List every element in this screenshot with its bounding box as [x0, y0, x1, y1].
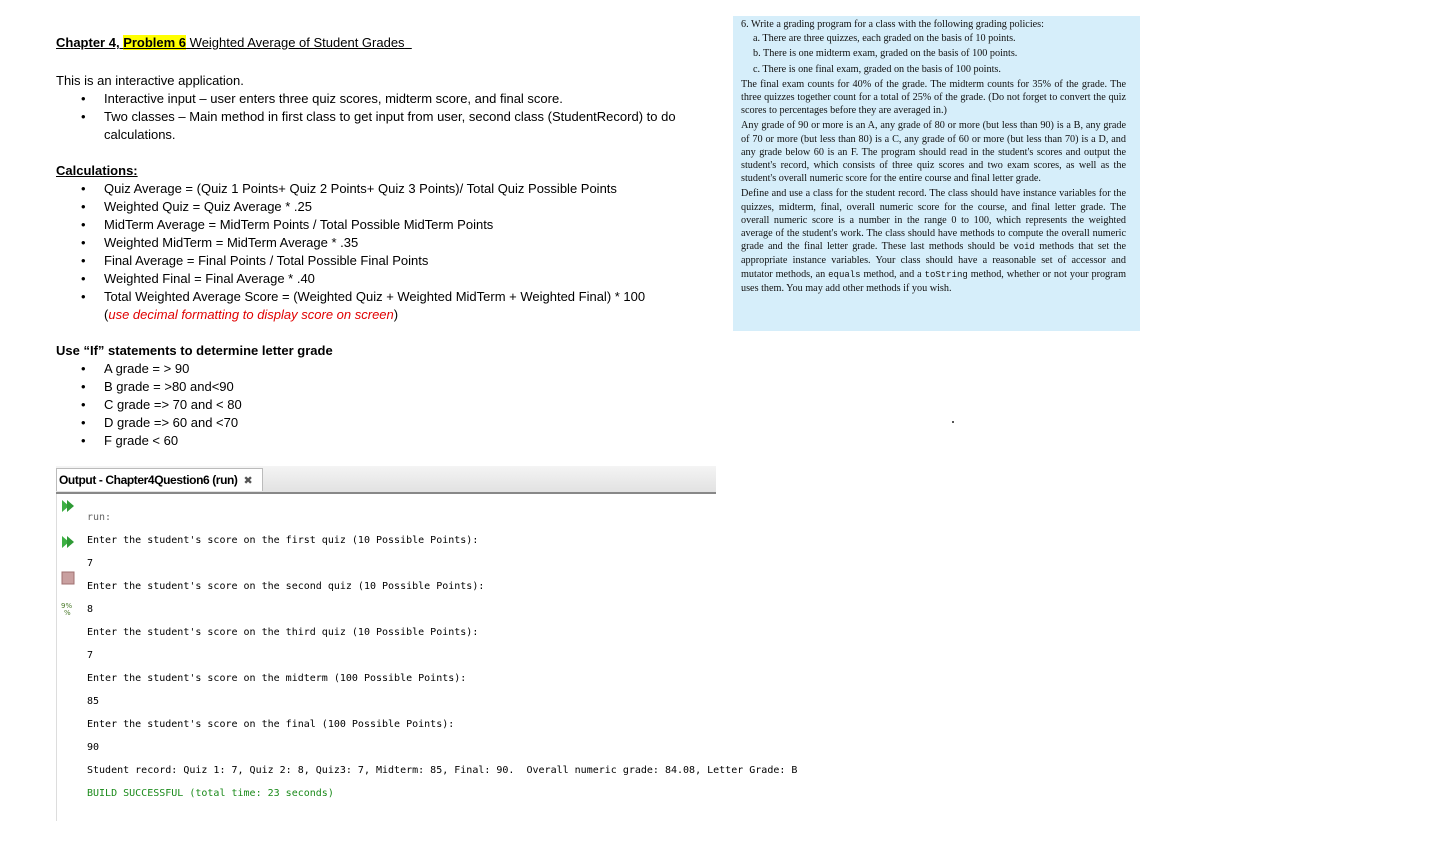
assignment-document: [56, 34, 716, 450]
excerpt-paragraph-grades: Any grade of 90 or more is an A, any grade of 80 or more (but less than 90) is a B, any grade of 70 or more (but less than 80) is a C, any grade of 60 or more (but less than 70) is a D, and any grade below 60 is an F. The program should read in the student's scores and output the student's record, which consists of three quiz scores and two exam scores, as well as the student's overall numeric score for the entire course and final letter grade.: [741, 120, 1126, 185]
console-line: Enter the student's score on the final (100 Possible Points):: [87, 719, 455, 730]
excerpt-policy-list: [753, 32, 1126, 76]
list-item: • A grade = > 90: [104, 360, 716, 378]
excerpt-text: Define and use a class for the student record. The class should have instance variables for the quizzes, midterm, final, overall numeric score for the course, and final letter grade. The overall numeric score is a number in the range 0 to 100, which represents the weighted average of the student's work. The class should have methods to compute the overall numeric grade and the final letter grade. These last methods should be: [741, 188, 1126, 253]
output-toolbar: [57, 494, 79, 821]
title-chapter: Chapter 4,: [56, 35, 124, 50]
excerpt-text: methods that set the appropriate instance variables. Your class should have a reasonable set of accessor and mutator methods, an: [741, 241, 1126, 280]
code-void: void: [1013, 242, 1035, 253]
list-item: a. There are three quizzes, each graded on the basis of 10 points.: [753, 33, 1016, 45]
title-rest: Weighted Average of Student Grades: [186, 35, 405, 50]
list-item: b. There is one midterm exam, graded on the basis of 100 points.: [753, 48, 1018, 60]
console-line: Enter the student's score on the first quiz (10 Possible Points):: [87, 535, 479, 546]
stop-icon[interactable]: [60, 570, 76, 586]
console-line-result: Student record: Quiz 1: 7, Quiz 2: 8, Quiz3: 7, Midterm: 85, Final: 90. Overall numeric grade: 84.08, Letter Grade: B: [87, 765, 798, 776]
svg-text:%: %: [64, 609, 71, 616]
grade-list: [56, 360, 716, 450]
list-item: • Weighted Quiz = Quiz Average * .25: [104, 198, 716, 216]
code-tostring: toString: [924, 269, 968, 280]
rerun-with-params-icon[interactable]: [60, 534, 76, 550]
console-line: 85: [87, 696, 100, 707]
list-item: • MidTerm Average = MidTerm Points / Total Possible MidTerm Points: [104, 216, 716, 234]
stray-dot: [952, 421, 954, 423]
intro-list: [56, 90, 716, 144]
textbook-excerpt: [733, 16, 1140, 331]
svg-text:9%: 9%: [61, 602, 73, 610]
console-line-build-status: BUILD SUCCESSFUL (total time: 23 seconds): [87, 788, 334, 799]
output-console: [56, 494, 798, 821]
console-line: 7: [87, 558, 94, 569]
document-title: [56, 34, 716, 52]
list-item: • D grade => 60 and <70: [104, 414, 716, 432]
console-text: [87, 506, 798, 805]
list-item: • Weighted MidTerm = MidTerm Average * .35: [104, 234, 716, 252]
console-line: 90: [87, 742, 100, 753]
intro-text: This is an interactive application.: [56, 73, 244, 88]
console-line: Enter the student's score on the second quiz (10 Possible Points):: [87, 581, 485, 592]
list-item: • Weighted Final = Final Average * .40: [104, 270, 716, 288]
title-problem-highlight: Problem 6: [123, 35, 187, 50]
excerpt-text: method, and a: [860, 268, 925, 280]
if-statements-heading: Use “If” statements to determine letter grade: [56, 343, 333, 358]
output-tab-bar: [56, 466, 716, 494]
console-line: 7: [87, 650, 94, 661]
formatting-note: use decimal formatting to display score on screen: [108, 307, 394, 322]
console-line: Enter the student's score on the third quiz (10 Possible Points):: [87, 627, 479, 638]
list-item: • Two classes – Main method in first class to get input from user, second class (StudentRecord) to do calculations.: [104, 108, 716, 144]
list-item: • F grade < 60: [104, 432, 716, 450]
statistics-icon[interactable]: [60, 600, 76, 616]
output-window: [56, 466, 798, 821]
list-item-text: Total Weighted Average Score = (Weighted Quiz + Weighted MidTerm + Weighted Final) * 100: [104, 289, 646, 304]
rerun-icon[interactable]: [60, 498, 76, 514]
console-line: Enter the student's score on the midterm (100 Possible Points):: [87, 673, 467, 684]
console-line-run: run:: [87, 512, 112, 523]
output-tab-label: Output - Chapter4Question6 (run): [59, 473, 238, 487]
excerpt-intro: 6. Write a grading program for a class with the following grading policies:: [741, 19, 1044, 30]
console-line: 8: [87, 604, 94, 615]
calculations-heading: Calculations:: [56, 163, 138, 178]
list-item: • Final Average = Final Points / Total Possible Final Points: [104, 252, 716, 270]
calculations-list: [56, 180, 716, 324]
list-item: • B grade = >80 and<90: [104, 378, 716, 396]
code-equals: equals: [828, 269, 861, 280]
list-item: c. There is one final exam, graded on the basis of 100 points.: [753, 63, 1001, 75]
excerpt-text: method, whether or not your program uses them. You may add other methods if you wish.: [741, 268, 1126, 294]
list-item: • Quiz Average = (Quiz 1 Points+ Quiz 2 Points+ Quiz 3 Points)/ Total Quiz Possible Points: [104, 180, 716, 198]
close-icon[interactable]: ✖: [243, 475, 253, 487]
list-item: • Interactive input – user enters three quiz scores, midterm score, and final score.: [104, 90, 716, 108]
list-item: • C grade => 70 and < 80: [104, 396, 716, 414]
list-item: • Total Weighted Average Score = (Weighted Quiz + Weighted MidTerm + Weighted Final) * 100 (use decimal formatting to display score on screen): [104, 288, 716, 324]
excerpt-paragraph-weights: The final exam counts for 40% of the grade. The midterm counts for 35% of the grade. The three quizzes together count for a total of 25% of the grade. (Do not forget to convert the quiz scores to percentages before they are averaged in.): [741, 78, 1126, 117]
excerpt-paragraph-class: [741, 187, 1126, 295]
output-tab[interactable]: [56, 468, 263, 491]
